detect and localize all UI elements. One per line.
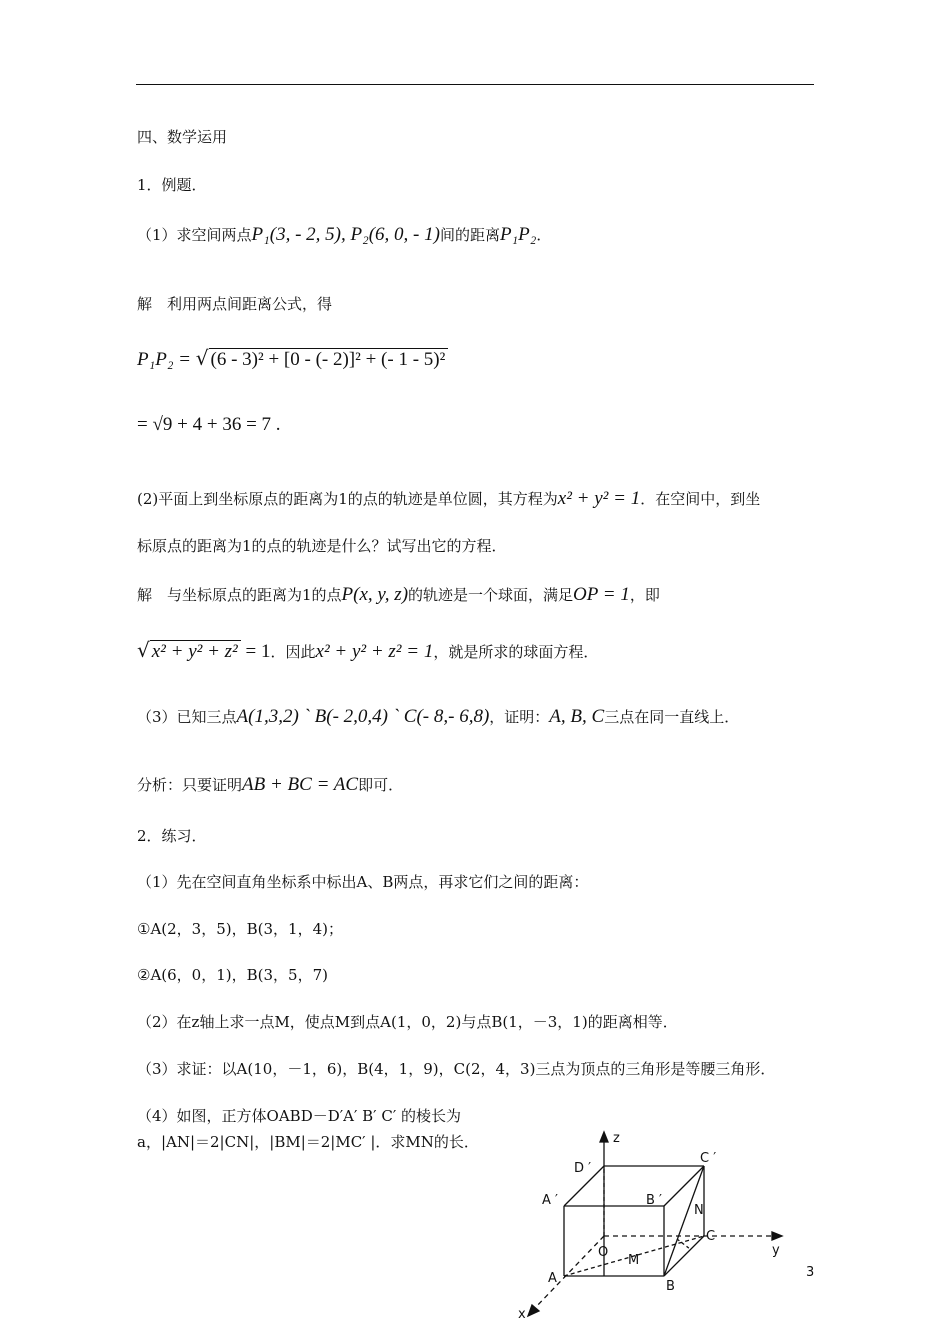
solution-1-formula bbox=[137, 346, 448, 372]
practice-4-line-1: （4）如图，正方体OABD－D′A′ B′ C′ 的棱长为 bbox=[137, 1107, 462, 1125]
analysis bbox=[137, 774, 403, 797]
sol2-text-a: 解 与坐标原点的距离为1的点 bbox=[137, 586, 342, 604]
sol2-text-d: ．因此 bbox=[270, 643, 316, 661]
solution-2-line-2 bbox=[137, 638, 598, 664]
cube-figure bbox=[512, 1124, 802, 1334]
example-2-line-2: 标原点的距离为1的点的轨迹是什么？试写出它的方程． bbox=[137, 537, 507, 555]
practice-3: （3）求证：以A(10，－1，6)，B(4，1，9)，C(2，4，3)三点为顶点的三角形是等腰三角形． bbox=[137, 1060, 776, 1078]
ex2-equation: x² + y² = 1 bbox=[557, 488, 641, 509]
label-c1: C ′ bbox=[700, 1151, 717, 1166]
page-number: 3 bbox=[806, 1265, 815, 1280]
label-o: O bbox=[598, 1245, 609, 1260]
edge-b1c1 bbox=[664, 1166, 704, 1206]
label-a1: A ′ bbox=[542, 1193, 558, 1208]
practice-1: （1）先在空间直角坐标系中标出A、B两点，再求它们之间的距离： bbox=[137, 873, 589, 891]
solution-2-line-1 bbox=[137, 584, 660, 607]
ex3-text-c: 三点在同一直线上． bbox=[604, 708, 740, 726]
ex2-text-b: ．在空间中，到坐 bbox=[640, 490, 761, 508]
sol1-radicand: (6 - 3)² + [0 - (- 2)]² + (- 1 - 5)² bbox=[209, 348, 449, 372]
practice-2: （2）在z轴上求一点M，使点M到点A(1，0，2)与点B(1，－3，1)的距离相等． bbox=[137, 1013, 678, 1031]
sol2-radicand: x² + y² + z² bbox=[150, 640, 241, 664]
label-x: x bbox=[518, 1307, 526, 1322]
ex3-text-a: （3）已知三点 bbox=[137, 708, 237, 726]
analysis-equation: AB + BC = AC bbox=[242, 774, 359, 795]
sol2-eq1-tail: = 1 bbox=[245, 641, 271, 662]
segment-bc1 bbox=[664, 1166, 704, 1276]
label-y: y bbox=[772, 1243, 780, 1258]
label-n: N bbox=[694, 1203, 704, 1218]
example-2-line-1 bbox=[137, 488, 760, 511]
x-axis bbox=[534, 1236, 604, 1309]
solution-1-result: = √9 + 4 + 36 = 7 . bbox=[137, 414, 281, 435]
ex2-text-a: (2)平面上到坐标原点的距离为1的点的轨迹是单位圆，其方程为 bbox=[137, 490, 558, 508]
sol2-text-b: 的轨迹是一个球面，满足 bbox=[408, 586, 574, 604]
label-c: C bbox=[706, 1229, 716, 1244]
example-heading: 1．例题． bbox=[137, 176, 207, 194]
sol2-text-c: ，即 bbox=[629, 586, 660, 604]
sol2-text-e: ，就是所求的球面方程． bbox=[433, 643, 599, 661]
sol2-eq2: x² + y² + z² = 1 bbox=[315, 641, 434, 662]
label-d1: D ′ bbox=[574, 1161, 592, 1176]
z-arrow bbox=[600, 1132, 608, 1142]
label-m: M bbox=[628, 1253, 640, 1268]
section-title: 四、数学运用 bbox=[137, 128, 228, 146]
y-arrow bbox=[772, 1232, 782, 1240]
ex3-points: A(1,3,2) ` B(- 2,0,4) ` C(- 8,- 6,8) bbox=[236, 706, 490, 727]
label-b1: B ′ bbox=[646, 1193, 663, 1208]
label-b: B bbox=[666, 1279, 675, 1294]
practice-4-line-2: a，|AN|＝2|CN|，|BM|＝2|MC′ |．求MN的长． bbox=[137, 1133, 479, 1151]
ex1-end: ． bbox=[536, 226, 552, 244]
ex1-middle: 间的距离 bbox=[439, 226, 500, 244]
sol2-op: OP = 1 bbox=[573, 584, 630, 605]
ex3-abc: A, B, C bbox=[549, 706, 605, 727]
radical-sign: √ bbox=[137, 638, 150, 662]
analysis-text-b: 即可． bbox=[358, 776, 404, 794]
example-1 bbox=[137, 224, 551, 247]
ex3-text-b: ，证明： bbox=[489, 708, 550, 726]
ex1-points: P₁(3, - 2, 5), P₂(6, 0, - 1) bbox=[251, 224, 440, 245]
ex1-target: P₁P₂ bbox=[499, 224, 537, 245]
sol1-lhs: P₁P₂ = bbox=[137, 349, 191, 370]
radical-sign: √ bbox=[195, 346, 209, 370]
solution-1-intro: 解 利用两点间距离公式，得 bbox=[137, 295, 333, 313]
label-z: z bbox=[613, 1131, 620, 1146]
analysis-text-a: 分析：只要证明 bbox=[137, 776, 243, 794]
x-arrow bbox=[528, 1305, 539, 1316]
header-rule bbox=[136, 84, 814, 85]
label-a: A bbox=[548, 1271, 557, 1286]
edge-bc bbox=[664, 1236, 704, 1276]
practice-1a: ①A(2，3，5)，B(3，1，4)； bbox=[137, 920, 343, 938]
practice-heading: 2．练习． bbox=[137, 827, 207, 845]
sol2-point: P(x, y, z) bbox=[341, 584, 409, 605]
ex1-prefix: （1）求空间两点 bbox=[137, 226, 252, 244]
example-3 bbox=[137, 706, 739, 729]
practice-1b: ②A(6，0，1)，B(3，5，7) bbox=[137, 966, 328, 984]
